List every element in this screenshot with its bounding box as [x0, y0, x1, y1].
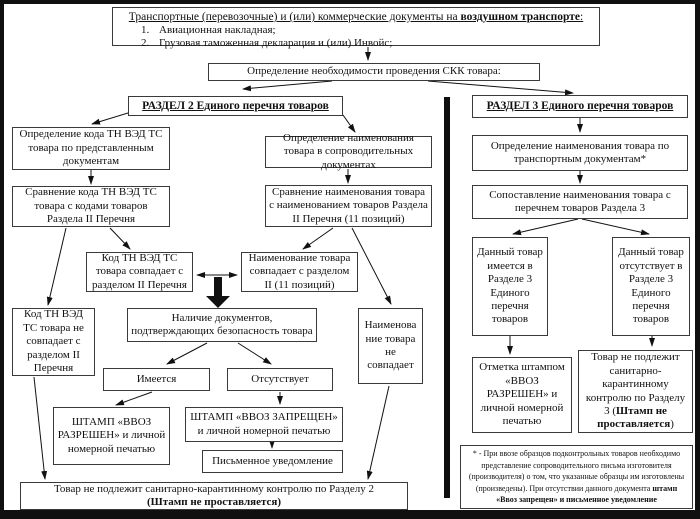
box-section2-final: Товар не подлежит санитарно-карантинному контролю по Разделу 2 (Штамп не проставляется) — [20, 482, 408, 510]
box-define-name-s3: Определение наименования товара по транспортным документам* — [472, 135, 688, 171]
box-define-name: Определение наименования товара в сопроводительных документах — [265, 136, 432, 168]
list-item: 2. Грузовая таможенная декларация и (или) Инвойс; — [141, 37, 393, 50]
box-skk-decision: Определение необходимости проведения СКК товара: — [208, 63, 540, 81]
box-section3-header: РАЗДЕЛ 3 Единого перечня товаров — [472, 95, 688, 118]
box-section3-final: Товар не подлежит санитарно-карантинному контролю по Разделу 3 (Штамп не проставляется) — [578, 350, 693, 433]
box-code-no-match: Код ТН ВЭД ТС товара не совпадает с разделом II Перечня — [12, 308, 95, 376]
box-footnote: * - При ввозе образцов подконтрольных товаров необходимо представление сопроводительного письма изготовителя (производителя) о том, что указанные образцы им изготовлены (произведены). При отсутствии данного документа штамп «Ввоз запрещен» и письменное уведомление — [460, 445, 693, 509]
box-code-match: Код ТН ВЭД ТС товара совпадает с разделом II Перечня — [86, 252, 193, 292]
box-compare-s3: Сопоставление наименования товара с перечнем товаров Раздела 3 — [472, 185, 688, 219]
box-compare-name: Сравнение наименования товара с наименованием товаров Раздела II Перечня (11 позиций) — [265, 185, 432, 227]
box-stamp-denied-s2: ШТАМП «ВВОЗ ЗАПРЕЩЕН» и личной номерной печатью — [185, 407, 343, 442]
box-docs-check: Наличие документов, подтверждающих безопасность товара — [127, 308, 317, 342]
box-in-list-s3: Данный товар имеется в Разделе 3 Единого перечня товаров — [472, 237, 548, 336]
box-transport-documents — [112, 7, 600, 50]
box-name-match: Наименование товара совпадает с разделом II (11 позиций) — [241, 252, 358, 292]
list-item: 1. Авиационная накладная; — [141, 24, 276, 37]
box-define-code: Определение кода ТН ВЭД ТС товара по представленным документам — [12, 127, 170, 170]
transport-documents-title: Транспортные (перевозочные) и (или) коммерческие документы на воздушном транспорте: — [128, 11, 584, 23]
box-stamp-allowed-s2: ШТАМП «ВВОЗ РАЗРЕШЕН» и личной номерной печатью — [53, 407, 170, 465]
box-stamp-allowed-s3: Отметка штампом «ВВОЗ РАЗРЕШЕН» и личной номерной печатью — [472, 357, 572, 433]
thick-down-arrow — [206, 277, 230, 308]
box-written-notice: Письменное уведомление — [202, 450, 343, 473]
box-compare-code: Сравнение кода ТН ВЭД ТС товара с кодами товаров Раздела II Перечня — [12, 186, 170, 227]
box-not-in-list-s3: Данный товар отсутствует в Разделе 3 Единого перечня товаров — [612, 237, 690, 336]
box-docs-absent: Отсутствует — [227, 368, 333, 391]
section-divider-bar — [444, 97, 450, 498]
box-section2-header: РАЗДЕЛ 2 Единого перечня товаров — [128, 96, 343, 116]
box-docs-present: Имеется — [103, 368, 210, 391]
box-name-no-match: Наименова ние товара не совпадает — [358, 308, 423, 384]
